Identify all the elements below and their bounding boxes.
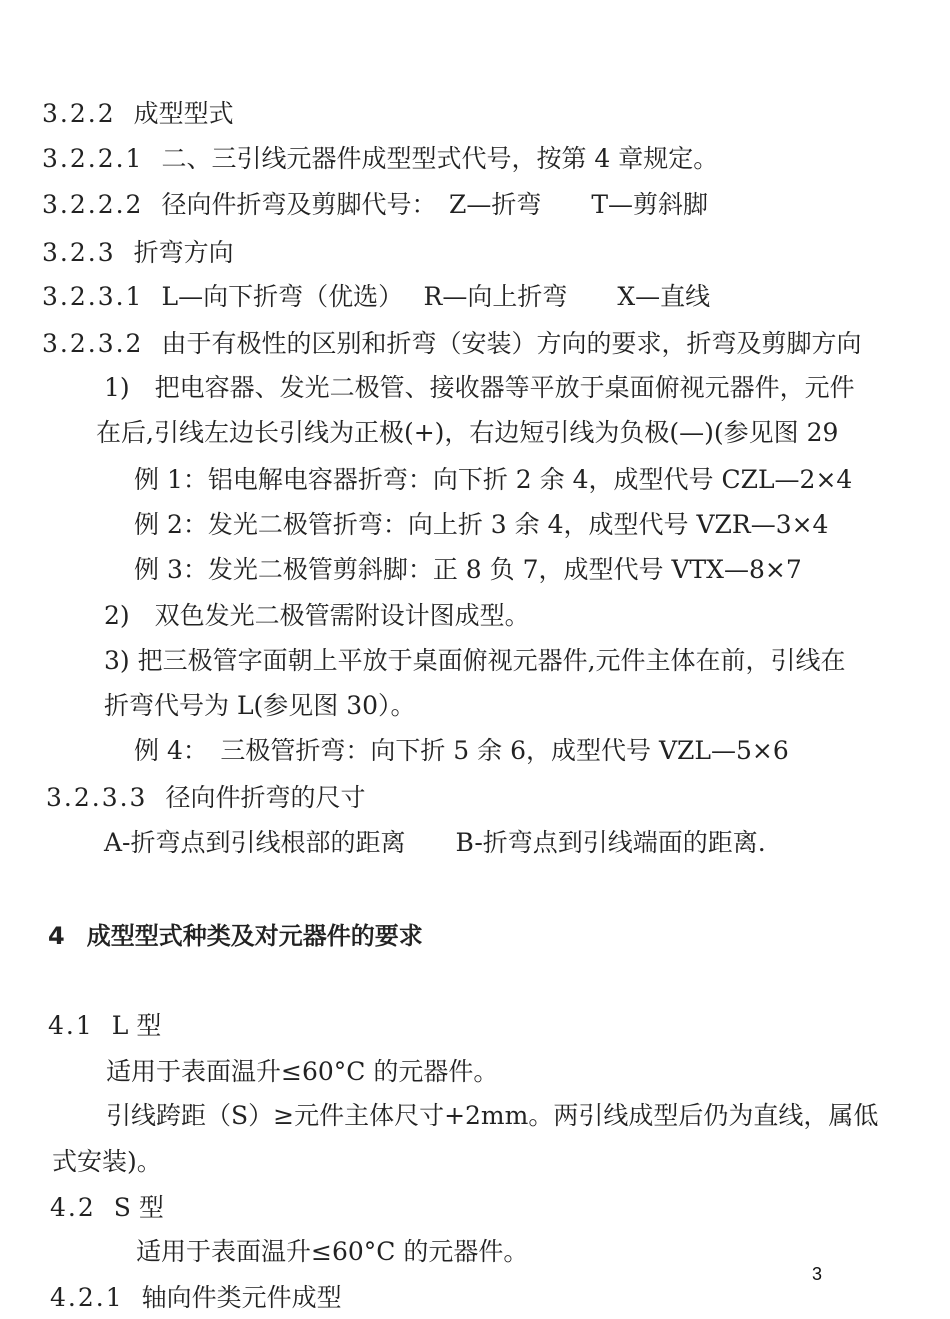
chapter-title: 成型型式种类及对元器件的要求 [86, 922, 423, 950]
paragraph-text: 适用于表面温升≤60°C 的元器件。 [136, 1237, 529, 1266]
example-text: 例 1：铝电解电容器折弯：向下折 2 余 4，成型代号 CZL—2×4 [134, 465, 853, 494]
section-heading-3-2-3 [42, 237, 234, 269]
clause-3-2-3-2 [42, 328, 861, 360]
clause-text: 二、三引线元器件成型型式代号，按第 4 章规定。 [161, 144, 719, 173]
paragraph-4-1-b-continued [52, 1146, 162, 1178]
paragraph-text: A-折弯点到引线根部的距离 B-折弯点到引线端面的距离. [104, 828, 766, 857]
section-number: 3.2.3.1 [42, 282, 144, 311]
list-item-3 [104, 645, 846, 677]
section-number: 3.2.3.2 [42, 329, 144, 358]
list-item-1-continued [96, 417, 838, 449]
clause-3-2-3-3 [46, 782, 365, 814]
paragraph-text: 式安装)。 [52, 1147, 162, 1176]
example-3 [134, 554, 802, 586]
example-text: 例 4： 三极管折弯：向下折 5 余 6，成型代号 VZL—5×6 [134, 736, 789, 765]
list-item-2 [104, 600, 530, 632]
paragraph-text: 在后,引线左边长引线为正极(+)，右边短引线为负极(—)(参见图 29 [96, 418, 839, 447]
paragraph-4-1-b [106, 1100, 878, 1132]
section-heading-3-2-2 [42, 98, 234, 130]
chapter-number: 4 [48, 922, 67, 950]
clause-text: L—向下折弯（优选） R—向上折弯 X—直线 [161, 282, 711, 311]
paragraph-text: 2) 双色发光二极管需附设计图成型。 [104, 601, 530, 630]
section-number: 4.2.1 [50, 1283, 124, 1312]
chapter-heading-4 [48, 920, 423, 952]
example-text: 例 2：发光二极管折弯：向上折 3 余 4，成型代号 VZR—3×4 [134, 510, 829, 539]
paragraph-4-2 [136, 1236, 528, 1268]
clause-3-2-2-2 [42, 189, 708, 221]
clause-3-2-2-1 [42, 143, 718, 175]
section-heading-4-2-1 [50, 1282, 342, 1314]
section-heading-4-1 [48, 1010, 161, 1042]
clause-text: 径向件折弯及剪脚代号： Z—折弯 T—剪斜脚 [161, 190, 709, 219]
paragraph-4-1-a [106, 1056, 498, 1088]
section-title: 折弯方向 [133, 238, 234, 267]
example-4 [134, 735, 789, 767]
clause-text: 径向件折弯的尺寸 [165, 783, 366, 812]
example-2 [134, 509, 828, 541]
section-title: L 型 [111, 1011, 162, 1040]
clause-text: 由于有极性的区别和折弯（安装）方向的要求，折弯及剪脚方向 [161, 329, 862, 358]
example-text: 例 3：发光二极管剪斜脚：正 8 负 7，成型代号 VTX—8×7 [134, 555, 802, 584]
section-title: S 型 [113, 1193, 164, 1222]
paragraph-text: 折弯代号为 L(参见图 30）。 [104, 691, 416, 720]
section-number: 3.2.3 [42, 238, 116, 267]
section-heading-4-2 [50, 1192, 164, 1224]
paragraph-text: 1) 把电容器、发光二极管、接收器等平放于桌面俯视元器件，元件 [104, 373, 855, 402]
clause-3-2-3-1 [42, 281, 710, 313]
paragraph-text: 引线跨距（S）≥元件主体尺寸+2mm。两引线成型后仍为直线，属低 [106, 1101, 879, 1130]
section-number: 3.2.2.2 [42, 190, 144, 219]
section-title: 成型型式 [133, 99, 234, 128]
section-title: 轴向件类元件成型 [141, 1283, 342, 1312]
section-number: 3.2.2 [42, 99, 116, 128]
section-number: 4.1 [48, 1011, 94, 1040]
paragraph-text: 3) 把三极管字面朝上平放于桌面俯视元器件,元件主体在前，引线在 [104, 646, 846, 675]
page-number: 3 [812, 1264, 823, 1284]
list-item-3-continued [104, 690, 416, 722]
list-item-1 [104, 372, 855, 404]
dimension-definitions [104, 827, 766, 859]
section-number: 4.2 [50, 1193, 96, 1222]
section-number: 3.2.3.3 [46, 783, 148, 812]
paragraph-text: 适用于表面温升≤60°C 的元器件。 [106, 1057, 499, 1086]
example-1 [134, 464, 852, 496]
section-number: 3.2.2.1 [42, 144, 144, 173]
